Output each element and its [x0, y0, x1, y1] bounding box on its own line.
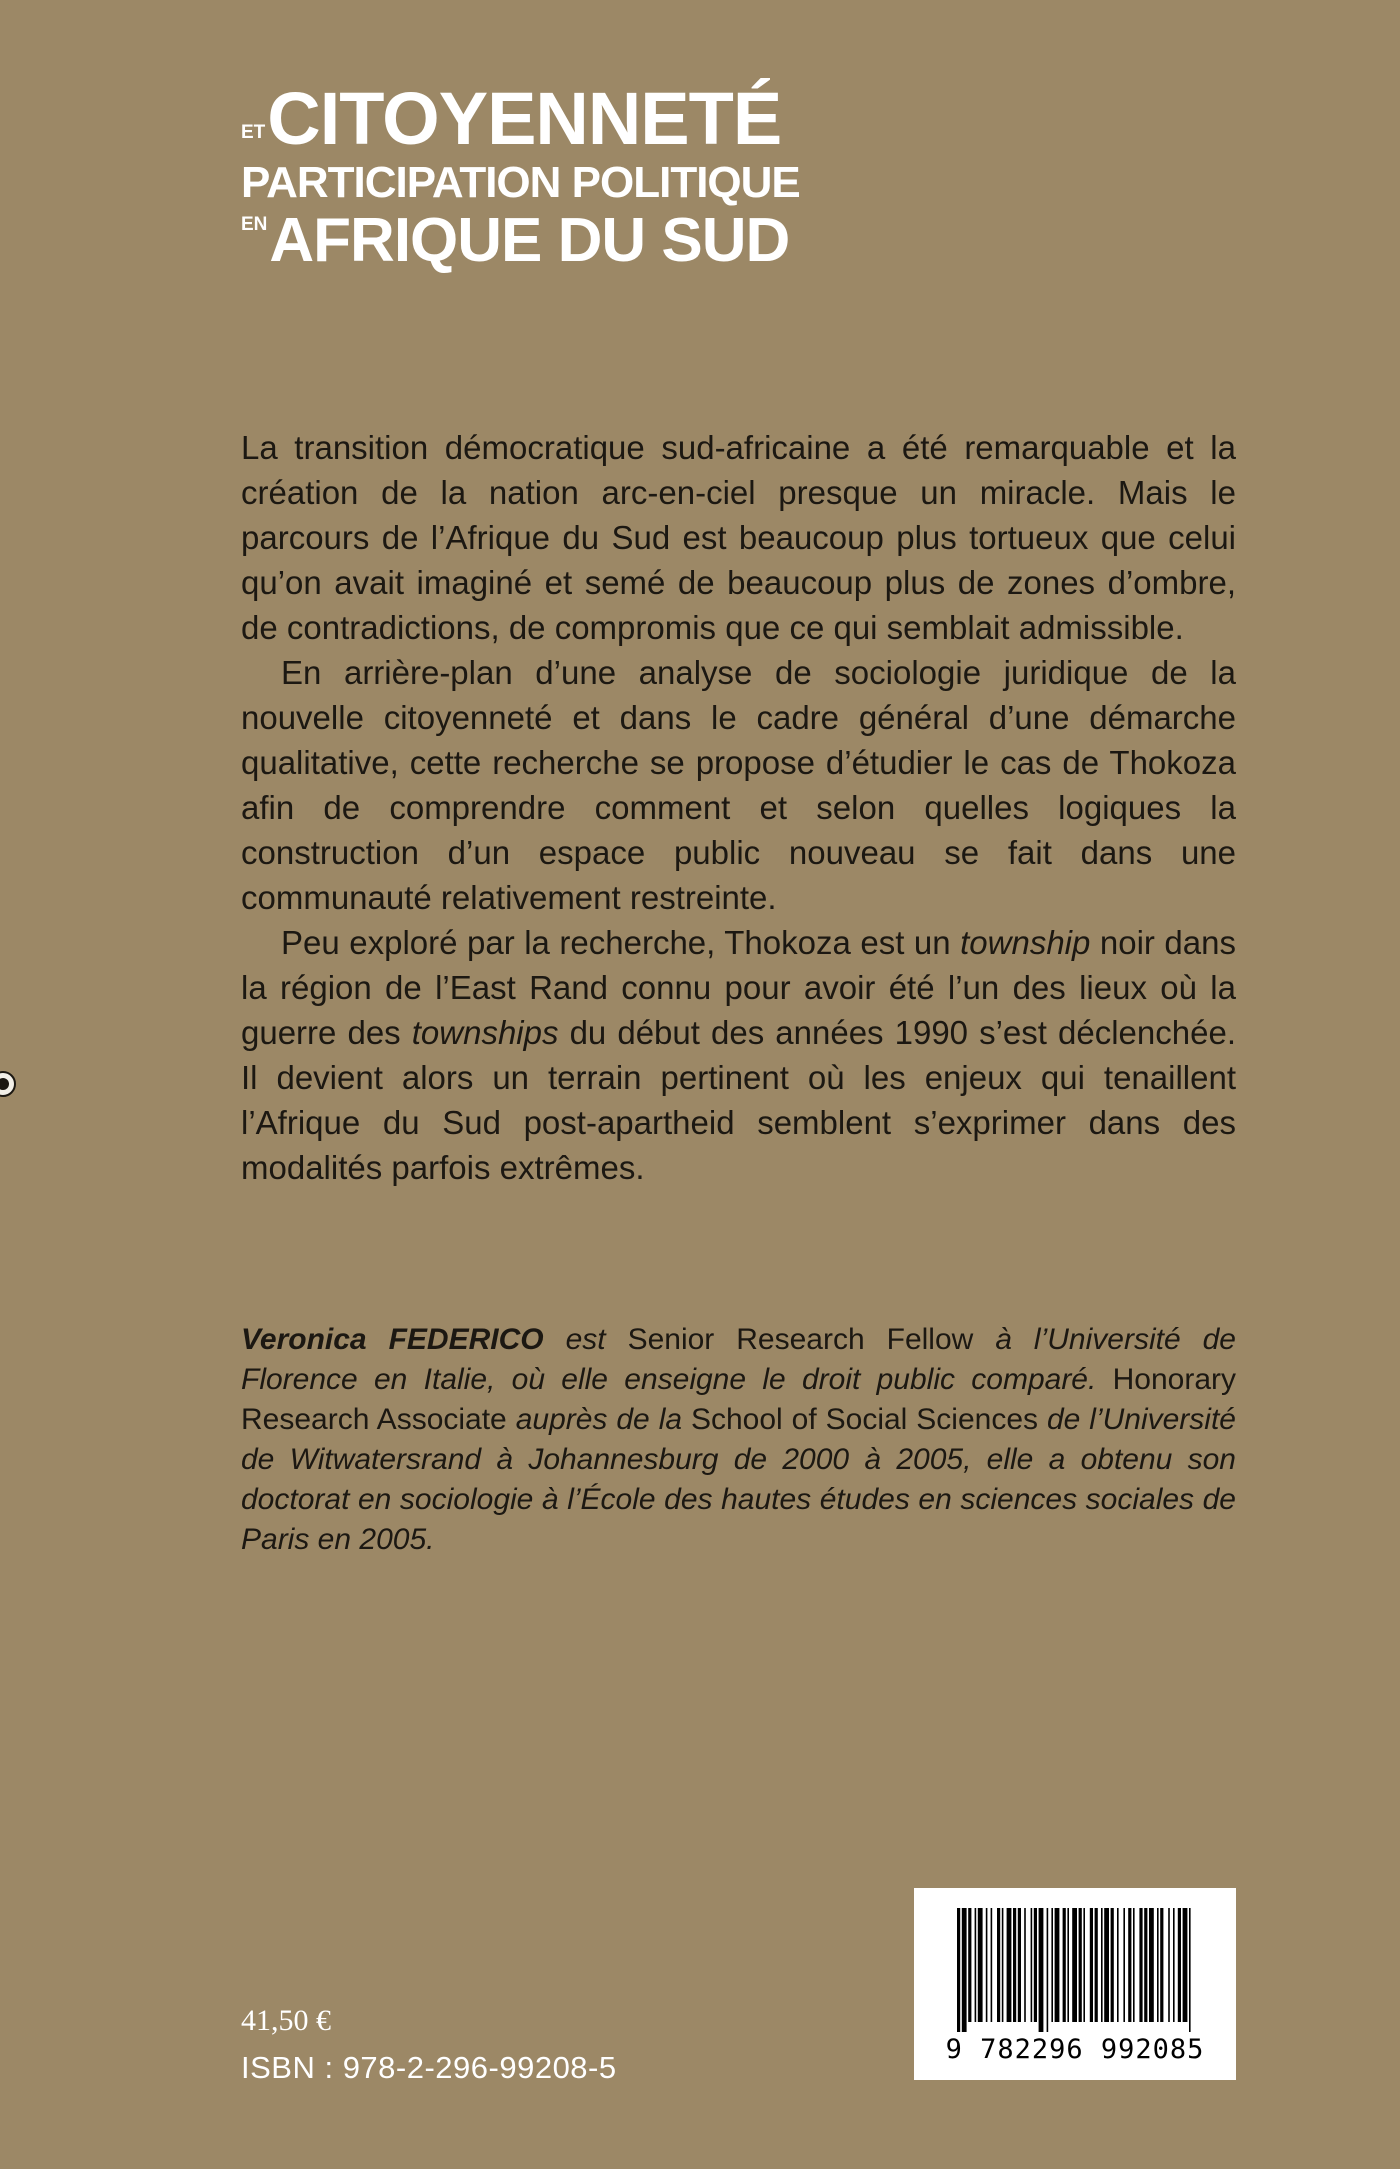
title-preposition-en: EN — [241, 214, 268, 235]
barcode-bar — [968, 1908, 971, 2022]
bio-text: est — [543, 1323, 628, 1356]
barcode-bar — [1002, 1908, 1004, 2022]
barcode-bar — [962, 1908, 967, 2032]
paragraph-3-emphasis: township — [960, 924, 1091, 961]
barcode-bar — [1104, 1908, 1109, 2022]
paragraph-3-text: noir dans la région de l’East Rand connu pour avoir été l’un des lieux où la guerre des — [241, 924, 1236, 1051]
title-afrique: AFRIQUE DU SUD — [269, 206, 790, 275]
barcode-bar — [1149, 1908, 1154, 2022]
bio-text: de l’Université de Witwatersrand à Johannesburg de 2000 à 2005, elle a obtenu son doctorat en sociologie à l’École des hautes études en sciences sociales de Paris en 2005. — [241, 1403, 1236, 1556]
summary-paragraph-2: En arrière-plan d’une analyse de sociologie juridique de la nouvelle citoyenneté et dans le cadre général d’une démarche qualitative, cette recherche se propose d’étudier le cas de Thokoza afin de comprendre comment et selon quelles logiques la construction d’un espace public nouveau se fait dans une communauté relativement restreinte. — [241, 654, 1236, 916]
bio-text: auprès de la — [515, 1403, 683, 1436]
title-conjunction-et: ET — [241, 122, 266, 143]
barcode-bar — [991, 1908, 993, 2022]
summary-text — [241, 425, 1236, 1190]
barcode-bar — [1079, 1908, 1082, 2022]
barcode-bar — [1173, 1908, 1175, 2022]
barcode-bar — [1183, 1908, 1188, 2022]
title-line-1 — [241, 77, 782, 160]
author-bio — [241, 1320, 1236, 1560]
barcode-bar — [975, 1908, 977, 2022]
barcode-bar — [1101, 1908, 1103, 2022]
barcode-bar — [1072, 1908, 1077, 2022]
summary-paragraph-1: La transition démocratique sud-africaine a été remarquable et la création de la nation arc-en-ciel presque un miracle. Mais le parcours de l’Afrique du Sud est beaucoup plus tortueux que celui qu’on avait imaginé et semé de beaucoup plus de zones d’ombre, de contradictions, de compromis que ce qui semblait admissible. — [241, 429, 1236, 646]
barcode-bar — [1067, 1908, 1069, 2022]
bio-text: Honorary Research Associate — [241, 1363, 1237, 1436]
barcode-bar — [1178, 1908, 1181, 2022]
barcode-bar — [1047, 1908, 1049, 2032]
barcode-bar — [1144, 1908, 1147, 2022]
barcode-bar — [1123, 1908, 1125, 2022]
author-name: Veronica FEDERICO — [241, 1323, 544, 1356]
registration-mark-icon — [0, 1071, 16, 1097]
barcode-bar — [1034, 1908, 1037, 2022]
barcode-bars — [957, 1908, 1193, 2032]
paragraph-3-text: du début des années 1990 s’est déclenchée. Il devient alors un terrain pertinent où les enjeux qui tenaillent l’Afrique du Sud post-apartheid semblent s’exprimer dans des modalités parfois extrêmes. — [241, 1014, 1236, 1186]
barcode-bar — [1055, 1908, 1060, 2022]
barcode-bar — [1031, 1908, 1033, 2022]
barcode-bar — [1039, 1908, 1044, 2032]
barcode-bar — [1117, 1908, 1119, 2022]
barcode-bar — [1095, 1908, 1098, 2022]
barcode-bar — [1189, 1908, 1191, 2032]
summary-paragraph-3 — [241, 920, 1236, 1190]
paragraph-3-emphasis: townships — [411, 1014, 559, 1051]
barcode-bar — [997, 1908, 1000, 2022]
title-line-3 — [241, 206, 790, 275]
barcode-bar — [1157, 1908, 1159, 2022]
barcode-bar — [1018, 1908, 1021, 2022]
price: 41,50 € — [241, 2004, 331, 2037]
barcode-bar — [1168, 1908, 1170, 2022]
title-citoyennete: CITOYENNETÉ — [267, 77, 782, 160]
barcode-bar — [1133, 1908, 1135, 2022]
barcode-bar — [957, 1908, 960, 2032]
barcode — [914, 1888, 1236, 2080]
book-title — [241, 77, 800, 275]
barcode-number: 9 782296 992085 — [945, 2034, 1205, 2065]
barcode-bar — [1083, 1908, 1085, 2022]
title-participation: PARTICIPATION POLITIQUE — [241, 158, 800, 207]
barcode-bar — [1013, 1908, 1016, 2022]
barcode-bar — [1139, 1908, 1142, 2022]
barcode-bar — [1160, 1908, 1163, 2022]
bio-text: à l’Université de Florence en Italie, où elle enseigne le droit public comparé. — [241, 1323, 1236, 1396]
barcode-bar — [1063, 1908, 1066, 2022]
bio-text: School of Social Sciences — [682, 1403, 1047, 1436]
barcode-bar — [1128, 1908, 1131, 2022]
barcode-bar — [1024, 1908, 1026, 2022]
barcode-bar — [978, 1908, 983, 2022]
bio-text: Senior Research Fellow — [627, 1323, 974, 1356]
barcode-bar — [1007, 1908, 1012, 2022]
author-bio-paragraph — [241, 1320, 1236, 1560]
title-line-2 — [241, 158, 800, 208]
isbn: ISBN : 978-2-296-99208-5 — [241, 2050, 617, 2085]
barcode-bar — [986, 1908, 988, 2022]
paragraph-3-text: Peu exploré par la recherche, Thokoza est un — [281, 924, 961, 961]
barcode-bar — [1051, 1908, 1053, 2022]
barcode-bar — [1111, 1908, 1114, 2022]
barcode-bar — [1090, 1908, 1093, 2022]
